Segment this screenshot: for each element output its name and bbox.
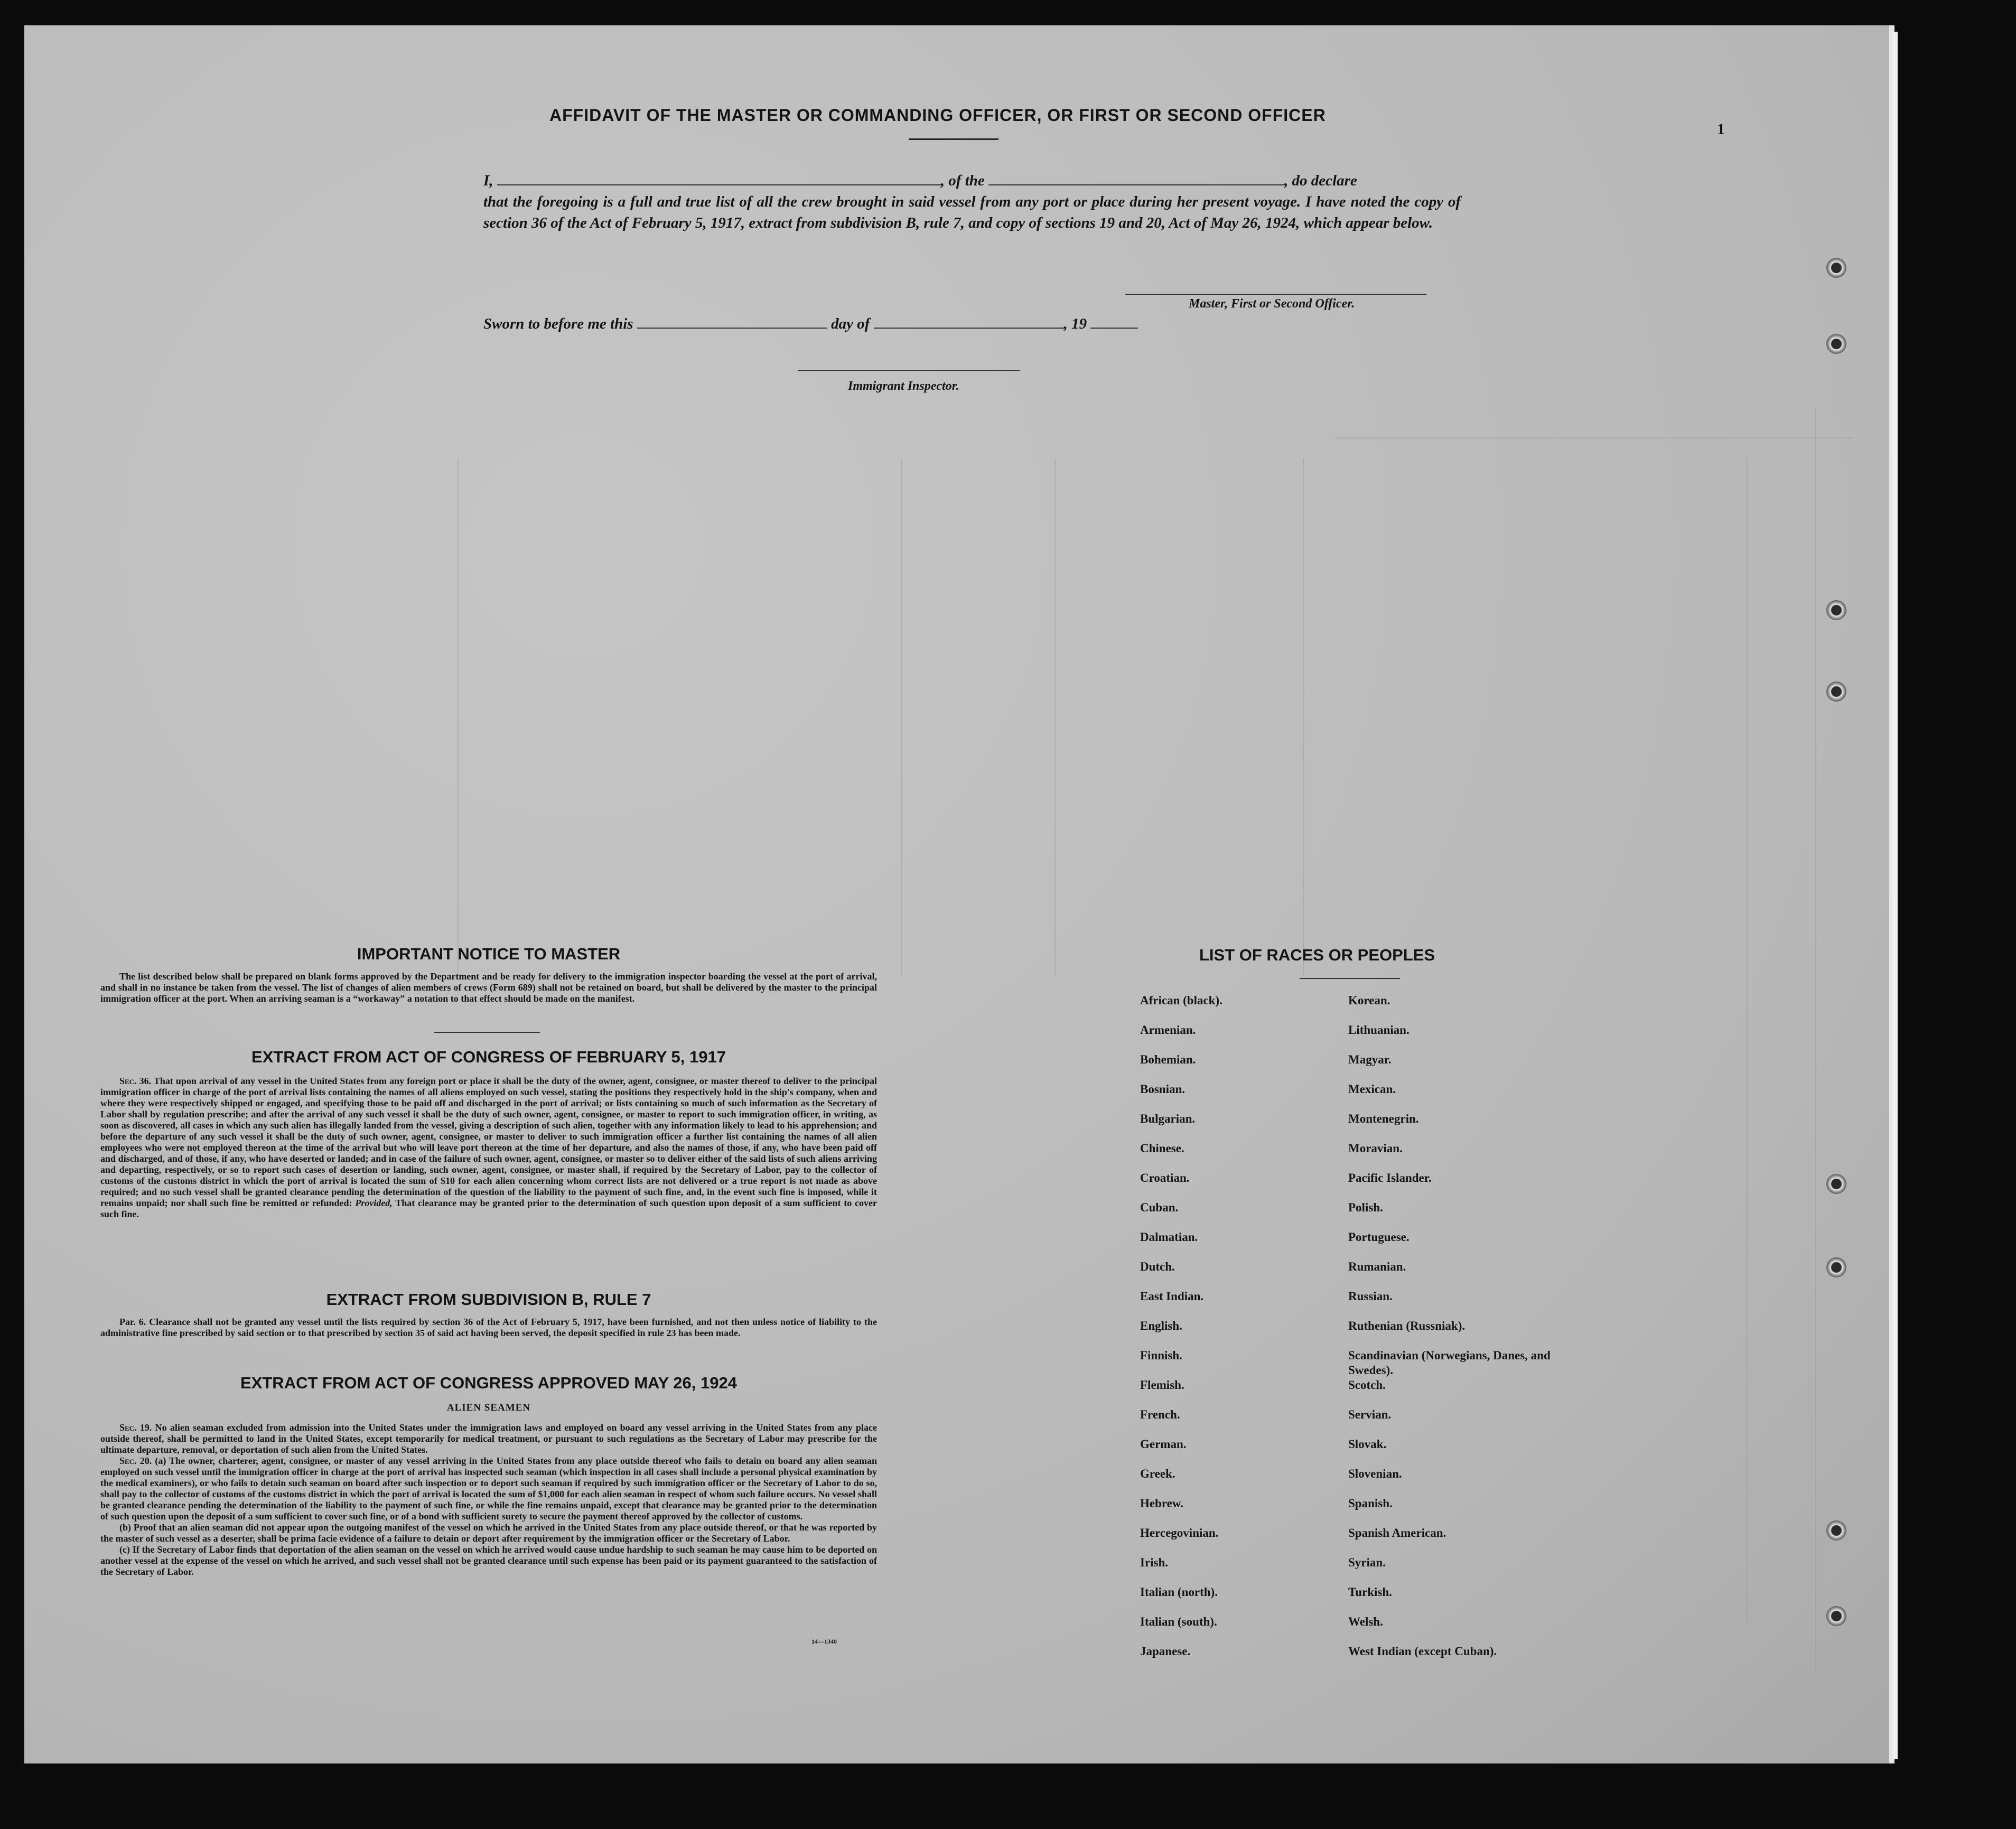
race-item: German. [1140, 1438, 1187, 1451]
race-item: Hercegovinian. [1140, 1526, 1219, 1539]
title-rule [1300, 978, 1400, 979]
alien-seamen-subtitle: ALIEN SEAMEN [446, 1402, 531, 1413]
race-item: Dalmatian. [1140, 1230, 1198, 1244]
bleed-through-line [458, 459, 459, 976]
race-item: Korean. [1348, 994, 1390, 1007]
affidavit-title: AFFIDAVIT OF THE MASTER OR COMMANDING OFFICER, OR FIRST OR SECOND OFFICER [549, 106, 1326, 125]
of-the-label: , of the [940, 172, 985, 189]
race-item: Syrian. [1348, 1556, 1386, 1569]
race-item: Dutch. [1140, 1260, 1175, 1273]
act-1924-text [100, 1422, 877, 1578]
race-item: Portuguese. [1348, 1230, 1410, 1244]
sworn-year-blank[interactable] [1090, 315, 1138, 329]
race-item: Moravian. [1348, 1142, 1403, 1155]
races-title: LIST OF RACES OR PEOPLES [1199, 946, 1435, 964]
bleed-through-line [1747, 459, 1748, 1621]
race-item: Chinese. [1140, 1142, 1184, 1155]
race-item: Montenegrin. [1348, 1112, 1419, 1125]
binder-hole [1826, 1174, 1846, 1194]
inspector-signature-line[interactable] [798, 370, 1020, 371]
declarant-label: I, [483, 172, 493, 189]
notice-title: IMPORTANT NOTICE TO MASTER [357, 945, 621, 963]
race-item: Mexican. [1348, 1083, 1396, 1096]
inspector-caption: Immigrant Inspector. [848, 379, 959, 393]
race-item: Cuban. [1140, 1201, 1179, 1214]
race-item: Welsh. [1348, 1615, 1383, 1628]
vessel-name-blank[interactable] [988, 172, 1284, 185]
do-declare-label: , do declare [1284, 172, 1357, 189]
race-item: East Indian. [1140, 1290, 1204, 1303]
affidavit-text [483, 170, 1461, 234]
master-signature-caption: Master, First or Second Officer. [1189, 297, 1355, 311]
race-item: French. [1140, 1408, 1180, 1421]
race-item: Irish. [1140, 1556, 1169, 1569]
race-item: Spanish American. [1348, 1526, 1446, 1539]
race-item: Croatian. [1140, 1171, 1190, 1184]
rule-7-title: EXTRACT FROM SUBDIVISION B, RULE 7 [326, 1290, 651, 1309]
act-1924-title: EXTRACT FROM ACT OF CONGRESS APPROVED MAY 26, 1924 [240, 1374, 737, 1392]
race-item: African (black). [1140, 994, 1222, 1007]
section-label: Sec. 19. [119, 1422, 152, 1433]
section-36-end: That clearance may be granted prior to the determination of such question upon deposit of a sum sufficient to cover such fine. [100, 1198, 877, 1219]
sworn-label: Sworn to before me this [483, 315, 633, 332]
race-item: Greek. [1140, 1467, 1175, 1480]
race-item: Ruthenian (Russniak). [1348, 1319, 1466, 1332]
page-corner-number: 1 [1717, 120, 1725, 138]
race-item: Magyar. [1348, 1053, 1392, 1066]
section-20a-body: (a) The owner, charterer, agent, consignee, or master of any vessel arriving in the United States from any place outside thereof who fails to detain on board any alien seaman employed on such vessel until the immigration officer in charge at the port of arrival has inspected such seaman (which inspection in all cases shall include a personal physical examination by the medical examiners), or who fails to detain such seaman on board after such inspection or to deport such seaman if required by such immigration officer or the Secretary of Labor to do so, shall pay to the collector of customs of the customs district in which the port of arrival is located the sum of $1,000 for each alien seaman in respect of whom such failure occurs. No vessel shall be granted clearance pending the determination of the liability to the payment of such fine, or while the fine remains unpaid, except that clearance may be granted prior to the determination of such question upon the deposit of a sum sufficient to cover such fine, or of a bond with sufficient surety to secure the payment thereof approved by the collector of customs. [100, 1455, 878, 1522]
form-number: 14—1340 [811, 1638, 837, 1645]
section-20b: (b) Proof that an alien seaman did not appear upon the outgoing manifest of the vessel on which he arrived in the United States from any place outside thereof, or that he was reported by the master of such vessel as a deserter, shall be prima facie evidence of a failure to detain or deport after requirement by the immigration officer or the Secretary of Labor. [100, 1522, 877, 1544]
bleed-through-line [1815, 406, 1816, 1674]
race-item: Spanish. [1348, 1497, 1393, 1510]
declaration-line [483, 170, 1461, 191]
divider [434, 1032, 540, 1033]
bleed-through-line [1054, 459, 1056, 976]
section-36-body: That upon arrival of any vessel in the United States from any foreign port or place it shall be the duty of the owner, agent, consignee, or master thereof to deliver to the principal immigration officer in charge of the port of arrival lists containing the names of all aliens employed on such vessel, stating the positions they respectively hold in the ship's company, when and where they were respectively shipped or engaged, and specifying those to be paid off and discharged in the port of arrival; or lists containing so much of such information as the Secretary of Labor shall by regulation prescribe; and after the arrival of any such vessel it shall be the duty of such owner, agent, consignee, or master to report to such immigration officer, in writing, as soon as discovered, all cases in which any such alien has illegally landed from the vessel, giving a description of such alien, together with any information likely to lead to his apprehension; and before the departure of any such vessel it shall be the duty of such owner, agent, consignee, or master to deliver to such immigration officer a further list containing the names of all alien employees who were not employed thereon at the time of the arrival but who will leave port thereon at the time of her departure, and also the names of those, if any, who have been paid off and discharged, and of those, if any, who have deserted or landed; and in case of the failure of such owner, agent, consignee, or master so to deliver either of the said lists of such aliens arriving and departing, respectively, or so to report such cases of desertion or landing, such owner, agent, consignee, or master shall, if required by the Secretary of Labor, pay to the collector of customs of the customs district in which the port of arrival is located the sum of $10 for each alien concerning whom correct lists are not delivered or a true report is not made as above required; and no such vessel shall be granted clearance pending the determination of the question of the liability to the payment of such fine, and, in the event such fine is imposed, while it remains unpaid; nor shall such fine be remitted or refunded: [100, 1076, 877, 1208]
race-item: Scandinavian (Norwegians, Danes, and Swedes). [1348, 1349, 1551, 1377]
act-1917-title: EXTRACT FROM ACT OF CONGRESS OF FEBRUARY 5, 1917 [251, 1048, 726, 1066]
race-item: Flemish. [1140, 1378, 1184, 1392]
binder-hole [1826, 1520, 1846, 1541]
race-item: English. [1140, 1319, 1182, 1332]
binder-hole [1826, 600, 1846, 620]
section-20c: (c) If the Secretary of Labor finds that deportation of the alien seaman on the vessel on which he arrived would cause undue hardship to such seaman he may cause him to be deported on another vessel at the expense of the vessel on which he arrived, and such vessel shall not be granted clearance until such expense has been paid or its payment guaranteed to the satisfaction of the Secretary of Labor. [100, 1544, 877, 1577]
binder-hole [1826, 334, 1846, 354]
title-rule [909, 138, 998, 140]
master-signature-line[interactable] [1125, 294, 1426, 295]
binder-hole [1826, 1257, 1846, 1277]
race-item: Polish. [1348, 1201, 1383, 1214]
race-item: Hebrew. [1140, 1497, 1183, 1510]
declarant-name-blank[interactable] [497, 172, 941, 185]
sworn-month-blank[interactable] [874, 315, 1064, 329]
race-item: Bulgarian. [1140, 1112, 1196, 1125]
sworn-day-blank[interactable] [637, 315, 827, 329]
race-item: Italian (south). [1140, 1615, 1217, 1628]
bleed-through-line [1334, 437, 1852, 438]
binder-hole [1826, 682, 1846, 702]
race-item: Scotch. [1348, 1378, 1386, 1392]
race-item: Italian (north). [1140, 1585, 1218, 1599]
race-item: Lithuanian. [1348, 1023, 1410, 1037]
bleed-through-line [901, 459, 902, 976]
section-19-body: No alien seaman excluded from admission into the United States under the immigration laws and employed on board any vessel arriving in the United States from any place outside thereof, shall be permitted to land in the United States, except temporarily for medical treatment, or pursuant to such regulations as the Secretary of Labor may prescribe for the ultimate departure, removal, or deportation of such alien from the United States. [100, 1422, 877, 1455]
day-of-label: day of [831, 315, 870, 332]
race-item: Turkish. [1348, 1585, 1392, 1599]
binder-hole [1826, 258, 1846, 278]
race-item: Slovak. [1348, 1438, 1387, 1451]
race-item: Pacific Islander. [1348, 1171, 1432, 1184]
race-item: Bosnian. [1140, 1083, 1186, 1096]
races-column-right [1348, 993, 1570, 1674]
race-item: Russian. [1348, 1290, 1393, 1303]
scan-edge [1892, 32, 1898, 1759]
binder-hole [1826, 1606, 1846, 1626]
race-item: Bohemian. [1140, 1053, 1196, 1066]
act-1917-text [100, 1076, 877, 1220]
section-20a [100, 1455, 877, 1522]
race-item: Finnish. [1140, 1349, 1182, 1362]
race-item: Armenian. [1140, 1023, 1196, 1037]
race-item: Japanese. [1140, 1645, 1191, 1658]
races-column-left [1140, 993, 1222, 1674]
rule-7-text: Par. 6. Clearance shall not be granted any vessel until the lists required by section 36 of the Act of February 5, 1917, have been furnished, and not then unless notice of liability to the administrative fine prescribed by said section or to that prescribed by section 35 of said act having been served, the deposit specified in rule 23 has been made. [100, 1317, 877, 1338]
sworn-line [483, 315, 1138, 333]
notice-text: The list described below shall be prepared on blank forms approved by the Department and be ready for delivery to the immigration inspector boarding the vessel at the port of arrival, and shall in no instance be taken from the vessel. The list of changes of alien members of crews (Form 689) shall not be retained on board, but shall be delivered by the master to the principal immigration officer at the port. When an arriving seaman is a “workaway” a notation to that effect should be made on the manifest. [100, 971, 877, 1004]
race-item: Slovenian. [1348, 1467, 1402, 1480]
provided-term: Provided, [355, 1198, 393, 1208]
race-item: West Indian (except Cuban). [1348, 1645, 1497, 1658]
section-19 [100, 1422, 877, 1455]
affidavit-body: that the foregoing is a full and true list of all the crew brought in said vessel from any port or place during her present voyage. I have noted the copy of section 36 of the Act of February 5, 1917, extract from subdivision B, rule 7, and copy of sections 19 and 20, Act of May 26, 1924, which appear below. [483, 193, 1461, 231]
race-item: Servian. [1348, 1408, 1392, 1421]
section-label: Sec. 20. [119, 1455, 152, 1466]
section-label: Sec. 36. [119, 1076, 152, 1086]
bleed-through-line [1303, 459, 1304, 976]
year-label: , 19 [1063, 315, 1087, 332]
race-item: Rumanian. [1348, 1260, 1406, 1273]
